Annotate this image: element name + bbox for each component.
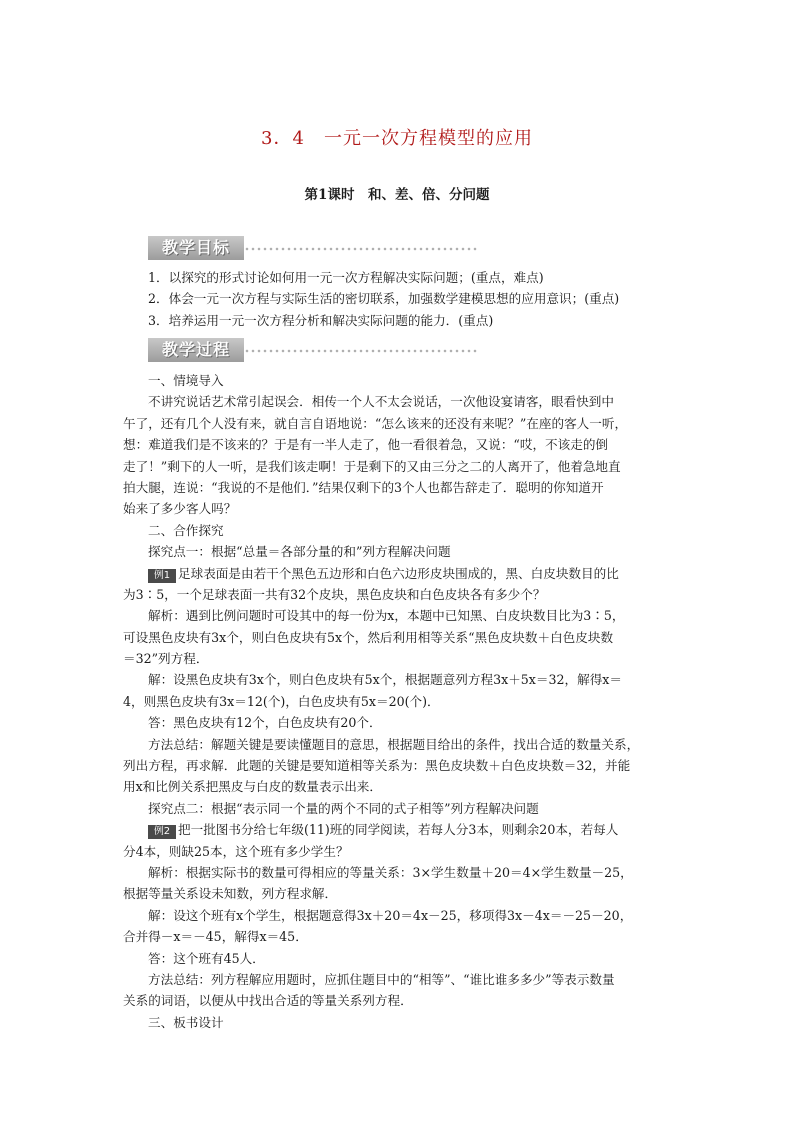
paragraph-line: 探究点一：根据“总量＝各部分量的和”列方程解决问题 bbox=[148, 544, 451, 560]
paragraph-line: 探究点二：根据“表示同一个量的两个不同的式子相等”列方程解决问题 bbox=[148, 800, 539, 816]
example-badge: 例2 bbox=[148, 825, 176, 839]
paragraph-line: 分4本，则缺25本，这个班有多少学生？ bbox=[123, 843, 349, 859]
paragraph-line: 方法总结：列方程解应用题时，应抓住题目中的“相等”、“谁比谁多多少”等表示数量 bbox=[148, 971, 615, 987]
paragraph-line: 始来了多少客人吗？ bbox=[123, 501, 237, 517]
dotted-divider bbox=[244, 348, 478, 354]
paragraph-line: 答：黑色皮块有12个，白色皮块有20个． bbox=[148, 715, 382, 731]
paragraph-line: 列出方程，再求解．此题的关键是要知道相等关系为：黑色皮块数＋白色皮块数＝32，并能 bbox=[123, 758, 631, 774]
process-body bbox=[123, 370, 644, 1033]
paragraph-line: ＝32”列方程． bbox=[123, 651, 209, 667]
paragraph-line: 方法总结：解题关键是要读懂题目的意思，根据题目给出的条件，找出合适的数量关系， bbox=[148, 736, 640, 752]
example-badge: 例1 bbox=[148, 569, 176, 583]
section-header-process bbox=[148, 338, 478, 364]
dotted-divider bbox=[244, 246, 478, 252]
page-title: 3．4 一元一次方程模型的应用 bbox=[261, 128, 533, 149]
lesson-subtitle: 第1课时 和、差、倍、分问题 bbox=[304, 187, 490, 203]
paragraph-line: 拍大腿，连说：“我说的不是他们．”结果仅剩下的3个人也都告辞走了．聪明的你知道开 bbox=[123, 479, 604, 495]
paragraph-line: 走了！”剩下的人一听，是我们该走啊！于是剩下的又由三分之二的人离开了，他着急地直 bbox=[123, 458, 621, 474]
paragraph-line: 午了，还有几个人没有来，就自言自语地说：“怎么该来的还没有来呢？”在座的客人一听， bbox=[123, 415, 628, 431]
goal-item: 3．培养运用一元一次方程分析和解决实际问题的能力．(重点) bbox=[148, 312, 494, 328]
example-line bbox=[148, 563, 644, 584]
paragraph-line: 解析：遇到比例问题时可设其中的每一份为x，本题中已知黑、白皮块数目比为3∶5， bbox=[148, 608, 625, 624]
goals-list bbox=[148, 267, 644, 331]
paragraph-line: 可设黑色皮块有3x个，则白色皮块有5x个，然后利用相等关系“黑色皮块数＋白色皮块数 bbox=[123, 629, 614, 645]
section-header-goals bbox=[148, 236, 478, 262]
section-label: 教学过程 bbox=[148, 338, 244, 362]
paragraph-line: 一、情境导入 bbox=[148, 373, 224, 388]
paragraph-line: 合并得－x＝－45，解得x＝45． bbox=[123, 929, 308, 945]
paragraph-line: 把一批图书分给七年级(11)班的同学阅读，若每人分3本，则剩余20本，若每人 bbox=[178, 822, 619, 838]
goal-item: 1．以探究的形式讨论如何用一元一次方程解决实际问题；(重点，难点) bbox=[148, 270, 544, 285]
paragraph-line: 用x和比例关系把黑皮与白皮的数量表示出来． bbox=[123, 779, 382, 795]
paragraph-line: 解：设这个班有x个学生，根据题意得3x＋20＝4x－25，移项得3x－4x＝－25－20， bbox=[148, 907, 633, 923]
section-label: 教学目标 bbox=[148, 236, 244, 260]
paragraph-line: 三、板书设计 bbox=[148, 1014, 224, 1030]
paragraph-line: 根据等量关系设未知数，列方程求解． bbox=[123, 886, 338, 902]
paragraph-line: 二、合作探究 bbox=[148, 522, 224, 538]
paragraph-line: 想：难道我们是不该来的？于是有一半人走了，他一看很着急，又说：“哎，不该走的倒 bbox=[123, 437, 609, 453]
example-line bbox=[148, 819, 644, 840]
paragraph-line: 不讲究说话艺术常引起误会．相传一个人不太会说话，一次他设宴请客，眼看快到中 bbox=[148, 394, 614, 410]
paragraph-line: 关系的词语，以便从中找出合适的等量关系列方程． bbox=[123, 993, 413, 1009]
paragraph-line: 足球表面是由若干个黑色五边形和白色六边形皮块围成的，黑、白皮块数目的比 bbox=[178, 565, 619, 581]
paragraph-line: 4，则黑色皮块有3x＝12(个)，白色皮块有5x＝20(个)． bbox=[123, 693, 440, 709]
paragraph-line: 答：这个班有45人． bbox=[148, 950, 265, 966]
goal-item: 2．体会一元一次方程与实际生活的密切联系，加强数学建模思想的应用意识；(重点) bbox=[148, 291, 620, 307]
paragraph-line: 解：设黑色皮块有3x个，则白色皮块有5x个，根据题意列方程3x＋5x＝32，解得x＝ bbox=[148, 672, 622, 688]
paragraph-line: 为3∶5，一个足球表面一共有32个皮块，黑色皮块和白色皮块各有多少个？ bbox=[123, 586, 546, 602]
paragraph-line: 解析：根据实际书的数量可得相应的等量关系：3×学生数量＋20＝4×学生数量－25， bbox=[148, 864, 633, 880]
